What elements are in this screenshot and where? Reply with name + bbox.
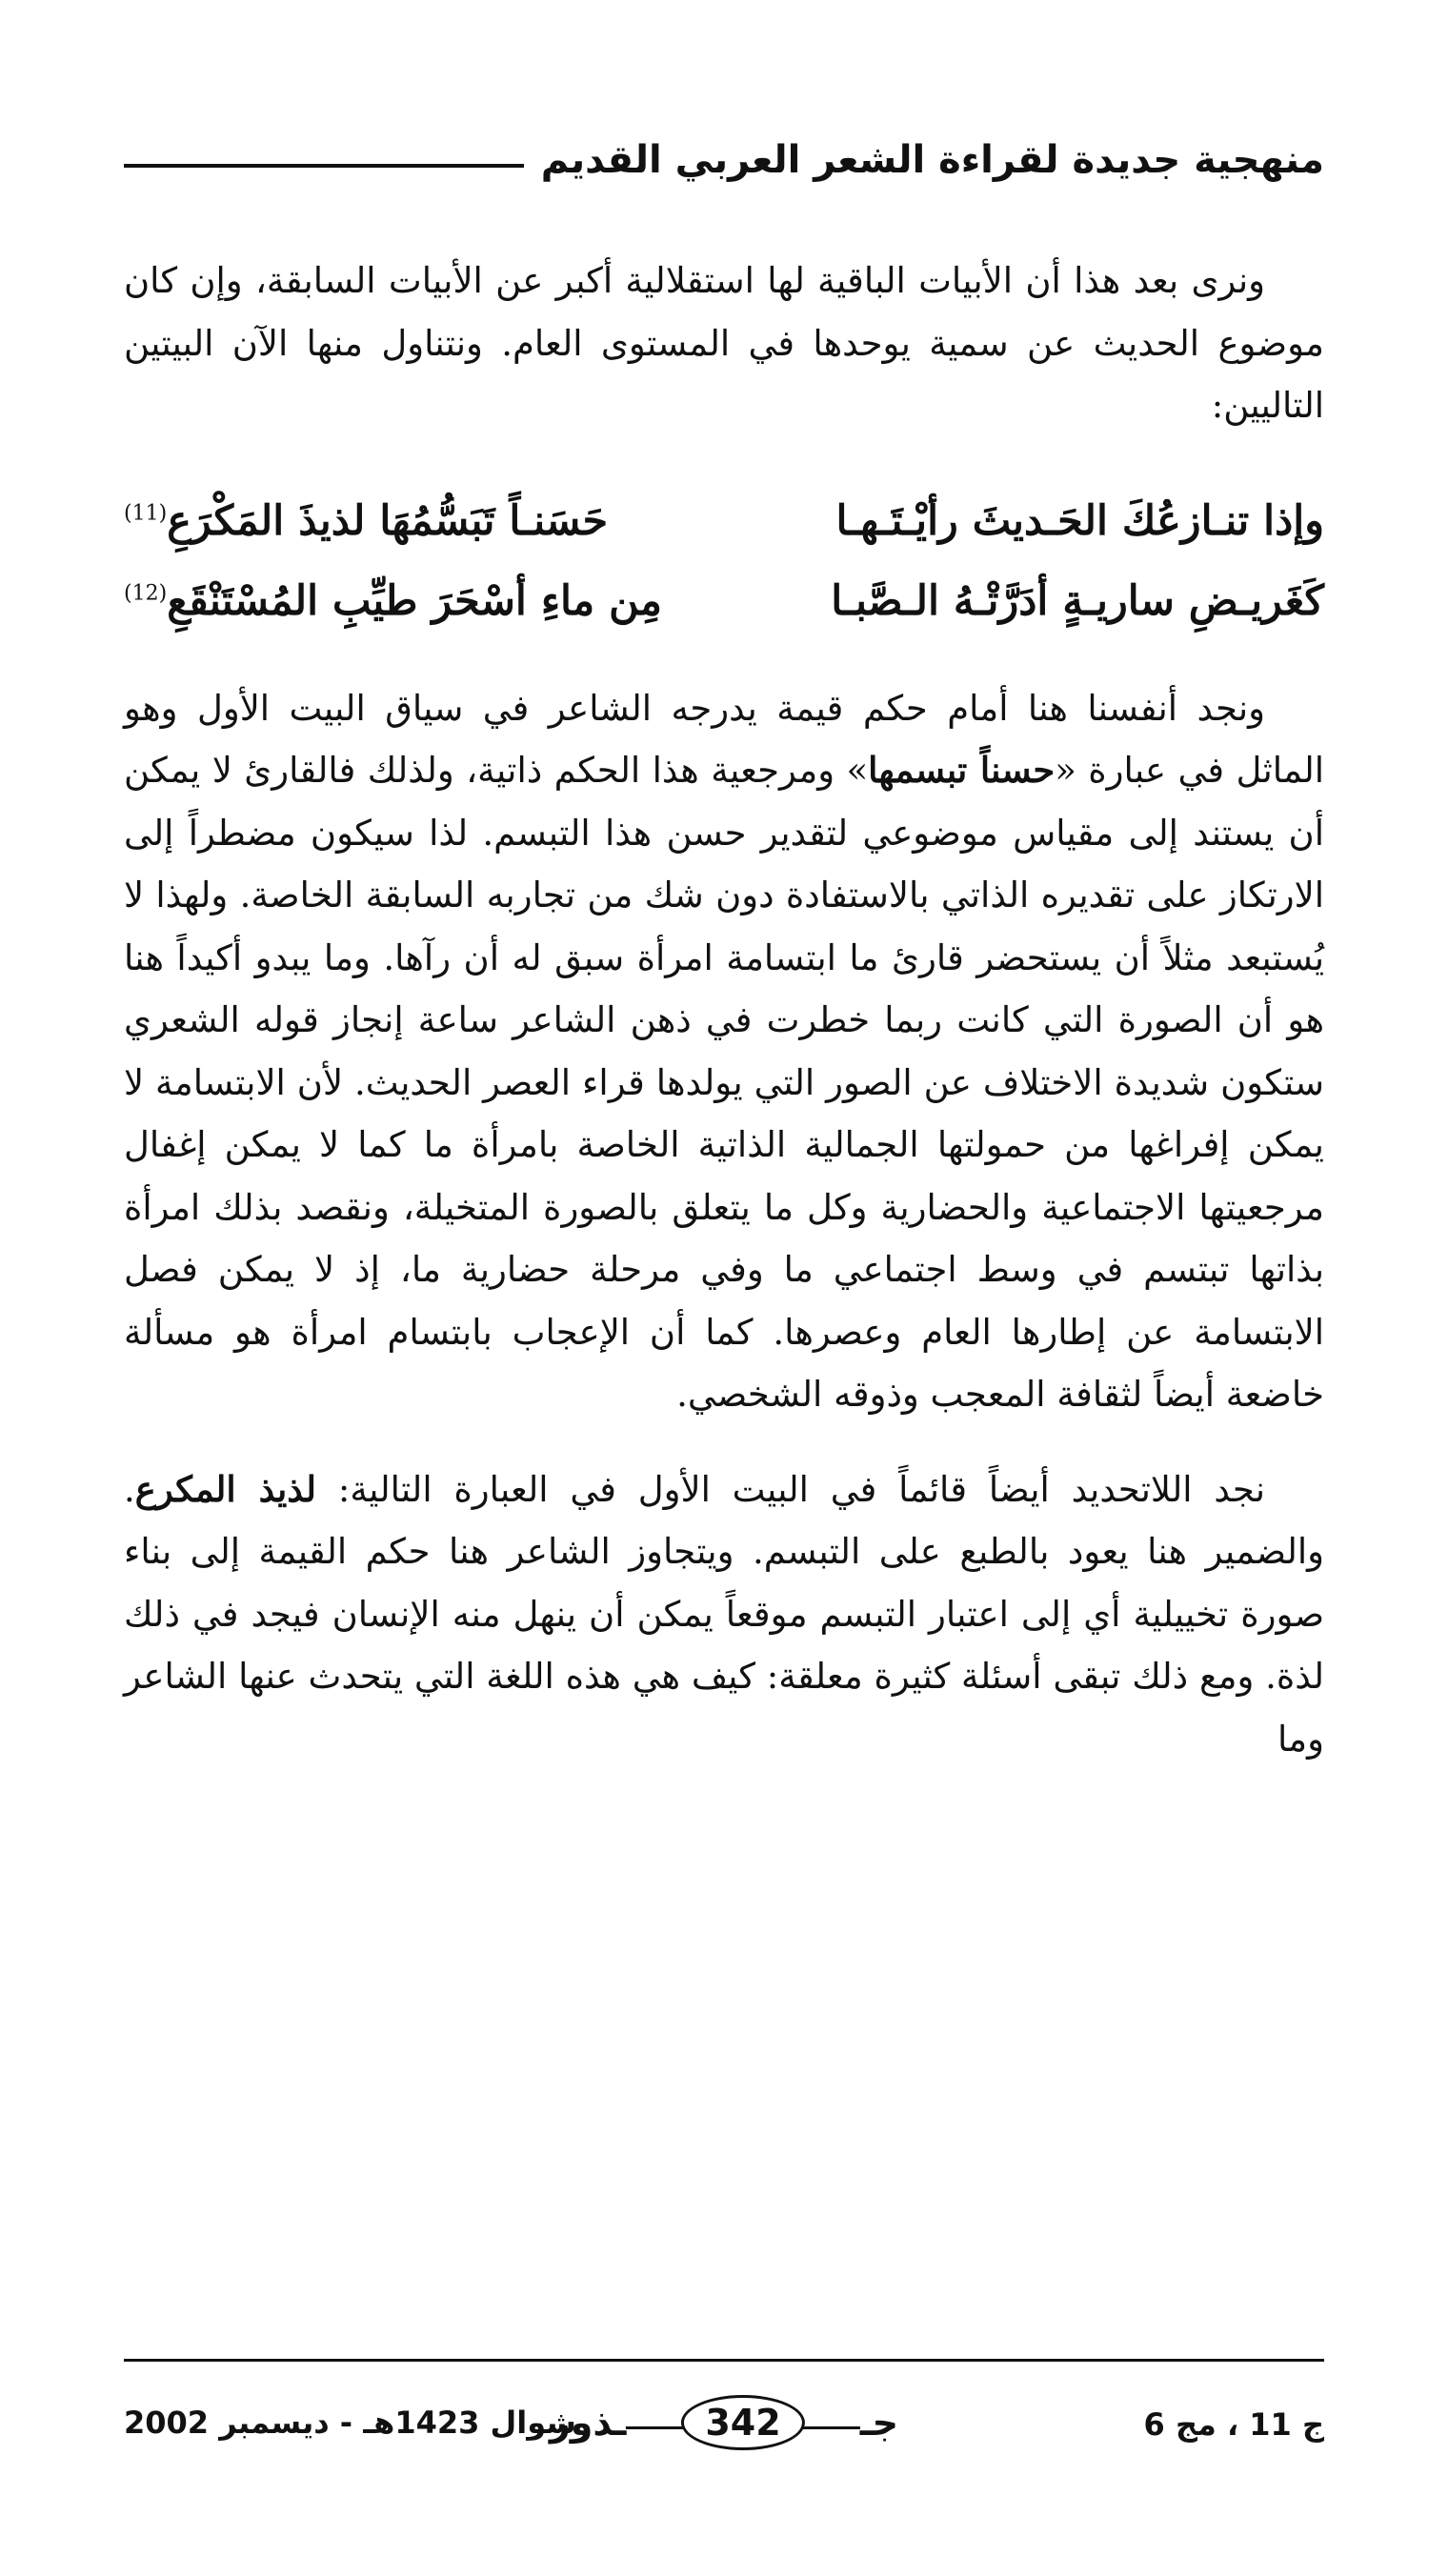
paragraph-3-text-b: . والضمير هنا يعود بالطبع على التبسم. ويتجاوز الشاعر هنا حكم القيمة إلى بناء صورة تخييلية أي إلى اعتبار التبسم موقعاً يمكن أن ينهل منه الإنسان فيجد في ذلك لذة. ومع ذلك تبقى أسئلة كثيرة معلقة: كيف هي هذه اللغة التي يتحدث عنها الشاعر وما [124, 1468, 1324, 1760]
verse-2-second-text: مِن ماءِ أسْحَرَ طيِّبِ المُسْتَنْقَعِ [167, 576, 662, 625]
verse-2-first-hemistich: كَغَريـضِ ساريـةٍ أدَرَّتْـهُ الـصَّبـا [831, 576, 1324, 625]
paragraph-2 [124, 677, 1324, 1426]
volume-info: ج 11 ، مج 6 [1143, 2406, 1324, 2443]
poem-verses [124, 481, 1324, 641]
journal-name [550, 2395, 898, 2450]
verse-1 [124, 481, 1324, 561]
paragraph-1: ونرى بعد هذا أن الأبيات الباقية لها استقلالية أكبر عن الأبيات السابقة، وإن كان موضوع الحديث عن سمية يوحدها في المستوى العام. ونتناول منها الآن البيتين التاليين: [124, 260, 1324, 426]
footer-rule [124, 2359, 1324, 2362]
journal-name-stroke [803, 2426, 860, 2429]
footnote-ref-12[interactable]: (12) [124, 581, 168, 606]
verse-1-second-hemistich [124, 481, 608, 561]
paragraph-2-emphasis: حسناً تبسمها [868, 749, 1056, 791]
verse-2-second-hemistich [124, 561, 662, 641]
paragraph-3 [124, 1459, 1324, 1771]
journal-name-end: ـذور [549, 2402, 627, 2444]
page-number: 342 [681, 2395, 804, 2450]
journal-name-stroke-2 [626, 2426, 683, 2429]
paragraph-3-text-a: نجد اللاتحديد أيضاً قائماً في البيت الأول في العبارة التالية: [337, 1468, 1266, 1510]
issue-date: شوال 1423هـ - ديسمبر 2002 [124, 2405, 576, 2441]
paragraph-3-emphasis: لذيذ المكرع [134, 1467, 317, 1510]
article-body [124, 250, 1324, 1770]
running-header [124, 122, 1324, 198]
paragraph-2-text-b: » ومرجعية هذا الحكم ذاتية، ولذلك فالقارئ لا يمكن أن يستند إلى مقياس موضوعي لتقدير حسن هذا التبسم. لذا سيكون مضطراً إلى الارتكاز على تقديره الذاتي بالاستفادة دون شك من تجاربه السابقة الخاصة. ولهذا لا يُستبعد مثلاً أن يستحضر قارئ ما ابتسامة امرأة سبق له أن رآها. وما يبدو أكيداً هنا هو أن الصورة التي كانت ربما خطرت في ذهن الشاعر ساعة إنجاز قوله الشعري ستكون شديدة الاختلاف عن الصور التي يولدها قراء العصر الحديث. لأن الابتسامة لا يمكن إفراغها من حمولتها الجمالية الذاتية الخاصة بامرأة ما كما لا يمكن إغفال مرجعيتها الاجتماعية والحضارية وكل ما يتعلق بالصورة المتخيلة، ونقصد بذلك امرأة بذاتها تبتسم في وسط اجتماعي ما وفي مرحلة حضارية ما، إذ لا يمكن فصل الابتسامة عن إطارها العام وعصرها. كما أن الإعجاب بابتسام امرأة هو مسألة خاضعة أيضاً لثقافة المعجب وذوقه الشخصي. [124, 750, 1324, 1415]
verse-2 [124, 561, 1324, 641]
footnote-ref-11[interactable]: (11) [124, 501, 168, 526]
verse-1-first-hemistich: وإذا تنـازعُكَ الحَـديثَ رأيْـتَـهـا [835, 496, 1324, 545]
journal-name-start: جـ [859, 2402, 899, 2444]
running-header-title: منهجية جديدة لقراءة الشعر العربي القديم [540, 138, 1324, 182]
paragraph-2-text-a: ونجد أنفسنا هنا أمام حكم قيمة يدرجه الشاعر في سياق البيت الأول وهو الماثل في عبارة « [124, 687, 1325, 791]
header-rule [124, 164, 524, 168]
verse-1-second-text: حَسَنـاً تَبَسُّمُهَا لذيذَ المَكْرَعِ [167, 496, 609, 545]
page-footer [124, 2387, 1324, 2483]
